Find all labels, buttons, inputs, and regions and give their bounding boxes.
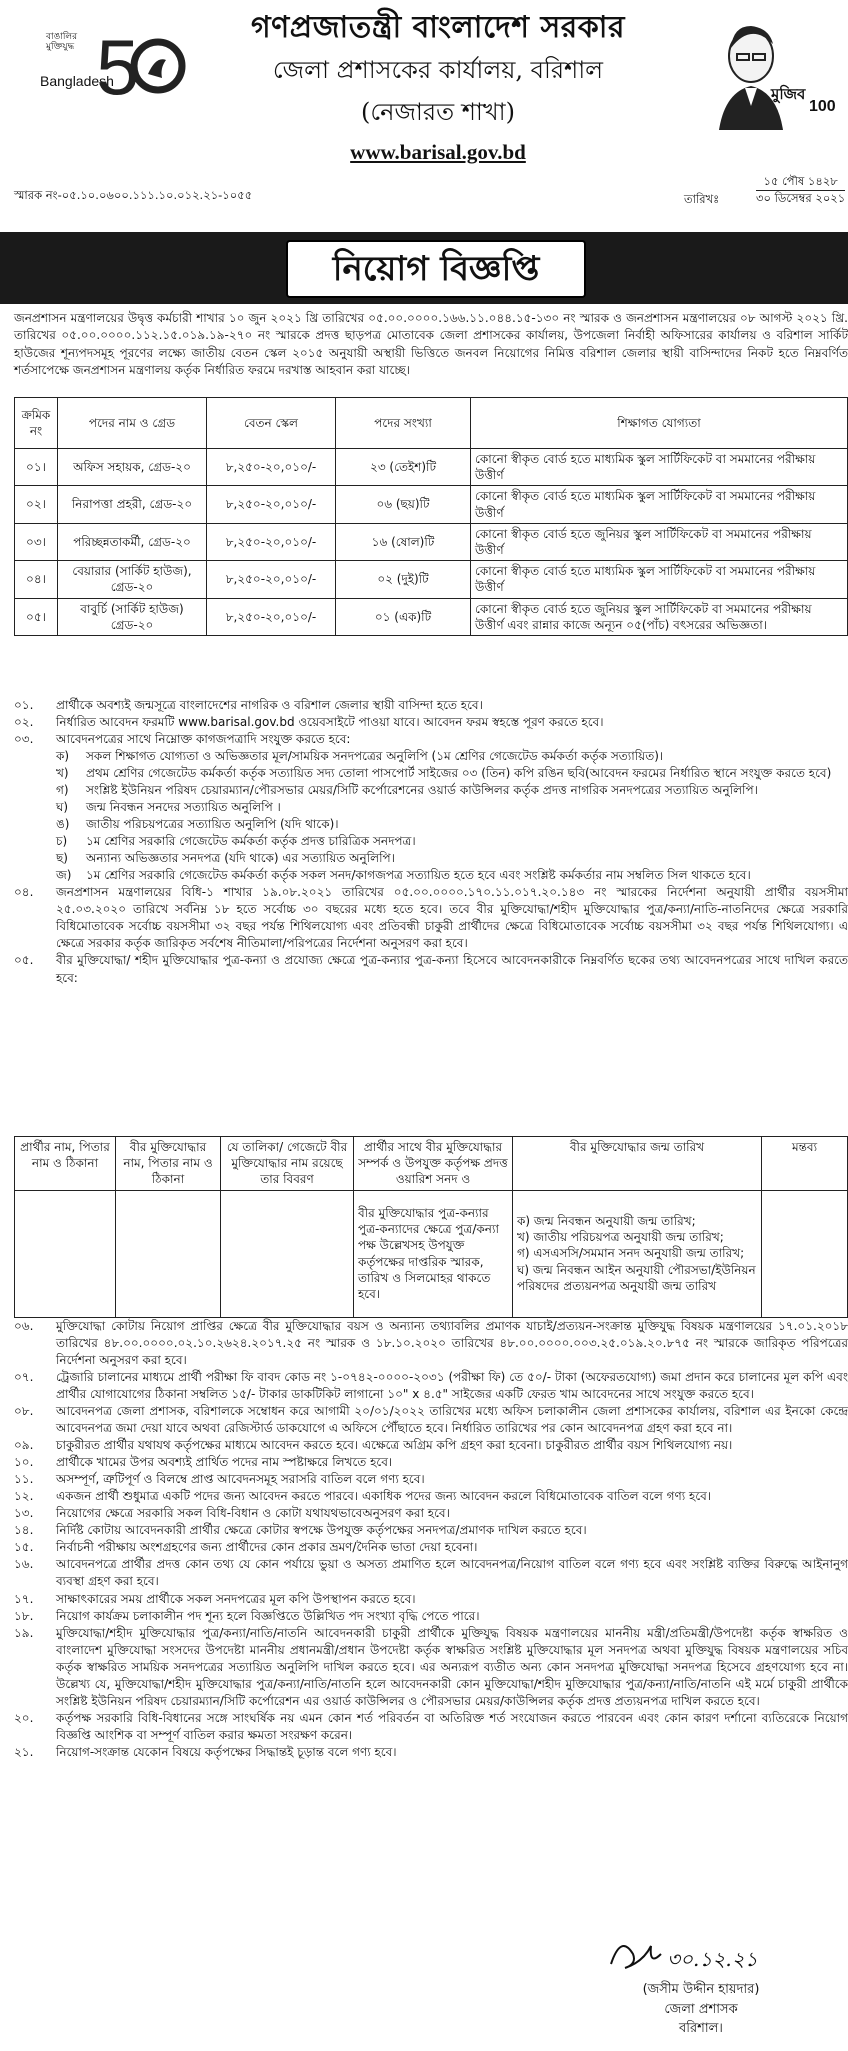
officer-name: (জসীম উদ্দীন হায়দার) [642,1982,760,1997]
attachment-item: খ) প্রথম শ্রেণির গেজেটেড কর্মকর্তা কর্তৃক সত্যায়িত সদ্য তোলা পাসপোর্ট সাইজের ০৩ (তিন) কপি রঙিন ছবি(আবেদন ফরমের নির্ধারিত স্থানে সংযুক্ত করতে হবে) [56,766,832,781]
ff-table-header [15,1137,848,1191]
list-item: ২১. নিয়োগ-সংক্রান্ত যেকোন বিষয়ে কর্তৃপক্ষের সিদ্ধান্তই চূড়ান্ত বলে গণ্য হবে। [14,1744,397,1759]
date-block [756,174,845,206]
table-row: ০৫। বাবুর্চি (সার্কিট হাউজ) গ্রেড-২০ ৮,২৫০-২০,০১০/- ০১ (এক)টি কোনো স্বীকৃত বোর্ড হতে জুনিয়র স্কুল সার্টিফিকেট বা সমমানের পরীক্ষায় উত্তীর্ণ এবং রান্নার কাজে অন্যূন ০৫(পাঁচ) বৎসরের অভিজ্ঞতা। [15,598,848,635]
conditions-list-c [14,1318,848,1761]
list-item: ২০. কর্তৃপক্ষ সরকারি বিধি-বিধানের সঙ্গে সাংঘর্ষিক নয় এমন কোন শর্ত পরিবর্তন বা অতিরিক্ত শর্ত সংযোজন করতে পারবেন এবং কোন কারণ দর্শানো ব্যতিরেকে নিয়োগ বিজ্ঞপ্তি আংশিক বা সম্পূর্ণ বাতিল করার ক্ষমতা সংরক্ষণ করেন। [14,1710,848,1742]
col-ff-dob: বীর মুক্তিযোদ্ধার জন্ম তারিখ [513,1137,762,1191]
mujib-100-label: 100 [809,98,836,115]
attachment-item: ঘ) জন্ম নিবন্ধন সনদের সত্যায়িত অনুলিপি । [56,800,281,815]
logo-bangladesh-text: Bangladesh [40,73,114,89]
mujib-label: মুজিব [771,85,806,103]
date-english: ৩০ ডিসেম্বর ২০২১ [756,190,846,205]
office-name: জেলা প্রশাসকের কার্যালয়, বরিশাল [272,56,604,84]
notice-title: নিয়োগ বিজ্ঞপ্তি [286,240,586,298]
freedom-fighter-table [14,1136,848,1318]
posts-table [14,397,848,636]
attachment-item: চ) ১ম শ্রেণির সরকারি গেজেটেড কর্মকর্তা কর্তৃক প্রদত্ত চারিত্রিক সনদপত্র। [56,834,416,849]
table-row: ০৪। বেয়ারার (সার্কিট হাউজ), গ্রেড-২০ ৮,২৫০-২০,০১০/- ০২ (দুই)টি কোনো স্বীকৃত বোর্ড হতে মাধ্যমিক স্কুল সার্টিফিকেট বা সমমানের পরীক্ষায় উত্তীর্ণ [15,561,848,598]
list-item: ০২. নির্ধারিত আবেদন ফরমটি www.barisal.gov.bd ওয়েবসাইটে পাওয়া যাবে। আবেদন ফরম স্বহস্তে পূরণ করতে হবে। [14,715,604,730]
list-item: ১২. একজন প্রার্থী শুধুমাত্র একটি পদের জন্য আবেদন করতে পারবে। একাধিক পদের জন্য আবেদন করলে বিধিমোতাবেক বাতিল বলে গণ্য হবে। [14,1489,712,1504]
col-qualification: শিক্ষাগত যোগ্যতা [471,398,848,449]
conditions-list-a [14,697,848,987]
attachment-item: ঙ) জাতীয় পরিচয়পত্রের সত্যায়িত অনুলিপি (যদি থাকে)। [56,817,339,832]
website-link[interactable]: www.barisal.gov.bd [350,140,526,164]
logo-caption: বাঙালির মুক্তিযুদ্ধ [46,32,78,53]
date-label: তারিখঃ [684,192,720,206]
list-item: ১৫. নির্বাচনী পরীক্ষায় অংশগ্রহণের জন্য প্রার্থীদের কোন প্রকার ভ্রমণ/দৈনিক ভাতা দেয়া হবেনা। [14,1540,478,1555]
list-item: ১৭. সাক্ষাৎকারের সময় প্রার্থীকে সকল সনদপত্রের মূল কপি উপস্থাপন করতে হবে। [14,1591,416,1606]
memo-number: স্মারক নং-০৫.১০.০৬০০.১১১.১০.০১২.২১-১০৫৫ [14,188,253,202]
attachment-item: জ) ১ম শ্রেণির সরকারি গেজেটেড কর্মকর্তা কর্তৃক সকল সনদ/কাগজপত্র সত্যায়িত হতে হবে এবং সংশ্লিষ্ট কর্মকর্তার নাম সম্বলিত সিল থাকতে হবে। [56,868,751,883]
attachment-item: ছ) অন্যান্য অভিজ্ঞতার সনদপত্র (যদি থাকে) এর সত্যায়িত অনুলিপি। [56,851,395,866]
government-name: গণপ্রজাতন্ত্রী বাংলাদেশ সরকার [251,10,625,45]
table-row [15,1190,848,1317]
list-item: ১৯. মুক্তিযোদ্ধা/শহীদ মুক্তিযোদ্ধার পুত্র/কন্যা/নাতি/নাতনি আবেদনকারী চাকুরী প্রার্থীকে মুক্তিযুদ্ধ বিষয়ক মন্ত্রণালয়ের মাননীয় মন্ত্রী/প্রতিমন্ত্রী/উপদেষ্টা কর্তৃক স্বাক্ষরিত ও বাংলাদেশ মুক্তিযোদ্ধা সংসদের উপদেষ্টা মাননীয় প্রধানমন্ত্রী/প্রধান উপদেষ্টা কর্তৃক স্বাক্ষরিত সংশ্লিষ্ট মুক্তিযোদ্ধার মূল সনদপত্র অথবা মুক্তিযুদ্ধ বিষয়ক মন্ত্রণালয়ের সচিব কর্তৃক স্বাক্ষরিত সাময়িক সনদপত্রের সত্যায়িত অনুলিপি দাখিল করতে হবে। এর অন্যরূপ ব্যতীত অন্য কোন সনদপত্র মুক্তিযোদ্ধা সনদপত্র হিসেবে গ্রহণযোগ্য হবে না। উল্লেখ্য যে, মুক্তিযোদ্ধা/শহীদ মুক্তিযোদ্ধার পুত্র/কন্যা/নাতি/নাতনি হলে আবেদনকারী কোন মুক্তিযোদ্ধা/শহীদ মুক্তিযোদ্ধার পুত্র/কন্যা/নাতি/নাতনি এই মর্মে চাকুরী প্রার্থীকে সংশ্লিষ্ট ইউনিয়ন পরিষদ চেয়ারম্যান/সিটি কর্পোরেশন এর ওয়ার্ড কাউন্সিলর ও পৌরসভার মেয়র/কাউন্সিলর কর্তৃক প্রদত্ত প্রত্যয়নপত্র দাখিল করতে হবে। [14,1625,848,1708]
table-row: ০১। অফিস সহায়ক, গ্রেড-২০ ৮,২৫০-২০,০১০/- ২৩ (তেইশ)টি কোনো স্বীকৃত বোর্ড হতে মাধ্যমিক স্কুল সার্টিফিকেট বা সমমানের পরীক্ষায় উত্তীর্ণ [15,449,848,486]
list-item: ০১. প্রার্থীকে অবশ্যই জন্মসূত্রে বাংলাদেশের নাগরিক ও বরিশাল জেলার স্থায়ী বাসিন্দা হতে হবে। [14,698,483,712]
svg-text:5: 5 [96,23,140,111]
list-item: ১৪. নির্দিষ্ট কোটায় আবেদনকারী প্রার্থীর ক্ষেত্রে কোটার স্বপক্ষে উপযুক্ত কর্তৃপক্ষের সনদপত্র/প্রমাণক দাখিল করতে হবে। [14,1523,587,1538]
list-item: ০৯. চাকুরীরত প্রার্থীর যথাযথ কর্তৃপক্ষের মাধ্যমে আবেদন করতে হবে। এক্ষেত্রে অগ্রিম কপি গ্রহণ করা হবেনা। চাকুরীরত প্রার্থীর বয়স শিথিলযোগ্য নয়। [14,1438,733,1453]
table-row: ০৩। পরিচ্ছন্নতাকর্মী, গ্রেড-২০ ৮,২৫০-২০,০১০/- ১৬ (ষোল)টি কোনো স্বীকৃত বোর্ড হতে জুনিয়র স্কুল সার্টিফিকেট বা সমমানের পরীক্ষায় উত্তীর্ণ [15,523,848,560]
officer-place: বরিশাল। [679,2021,723,2036]
relation-note: বীর মুক্তিযোদ্ধার পুত্র-কন্যার পুত্র-কন্যাদের ক্ষেত্রে পুত্র/কন্যা পক্ষ উল্লেখসহ উপযুক্ত কর্তৃপক্ষের দাপ্তরিক স্মারক, তারিখ ও সিলমোহর থাকতে হবে। [354,1190,513,1317]
list-item: ০৬. মুক্তিযোদ্ধা কোটায় নিয়োগ প্রাপ্তির ক্ষেত্রে বীর মুক্তিযোদ্ধার বয়স ও অন্যান্য তথ্যাবলির প্রমাণক যাচাই/প্রত্যয়ন-সংক্রান্ত মুক্তিযুদ্ধ বিষয়ক মন্ত্রণালয়ের ১৭.০১.২০১৮ তারিখের ৪৮.০০.০০০০.০২.১০.২৬২৪.২০১৭.২৫ নং স্মারক ও ১৮.১০.২০২০ তারিখের ৪৮.০০.০০০০.০০৩.২৫.০১৯.২০.৮৭৫ নং স্মারকে জারিকৃত পরিপত্রের নির্দেশনা অনুসরণ করা হবে। [14,1319,848,1368]
signature-block [596,1930,806,2039]
signature-icon [601,1930,801,1980]
col-applicant: প্রার্থীর নাম, পিতার নাম ও ঠিকানা [15,1137,116,1191]
list-item: ০৮. আবেদনপত্র জেলা প্রশাসক, বরিশালকে সম্বোধন করে আগামী ২০/০১/২০২২ তারিখের মধ্যে অফিস চলাকালীন জেলা প্রশাসকের কার্যালয়, বরিশাল এর ইনকো কেন্দ্রে আবেদনপত্র জমা দেয়া যাবে অথবা রেজিস্টার্ড ডাকযোগে এ অফিসে পৌঁছাতে হবে। নির্ধারিত তারিখের পর কোন আবেদনপত্র গ্রহণ করা হবে না। [14,1404,848,1436]
attachment-item: গ) সংশ্লিষ্ট ইউনিয়ন পরিষদ চেয়ারম্যান/পৌরসভার মেয়র/সিটি কর্পোরেশনের ওয়ার্ড কাউন্সিলর কর্তৃক প্রদত্ত নাগরিক সনদপত্রের সত্যায়িত অনুলিপি। [56,783,758,798]
date-bangla: ১৫ পৌষ ১৪২৮ [756,174,845,191]
list-item: ১১. অসম্পূর্ণ, ত্রুটিপূর্ণ ও বিলম্বে প্রাপ্ত আবেদনসমূহ সরাসরি বাতিল বলে গণ্য হবে। [14,1472,425,1487]
handwritten-signature [596,1930,806,1980]
col-gazette: যে তালিকা/ গেজেটে বীর মুক্তিযোদ্ধার নাম রয়েছে তার বিবরণ [221,1137,354,1191]
list-item: ০৭. ট্রেজারি চালানের মাধ্যমে প্রার্থী পরীক্ষা ফি বাবদ কোড নং ১-০৭৪২-০০০০-২০৩১ (পরীক্ষা ফি) তে ৫০/- টাকা (অফেরতযোগ্য) জমা প্রদান করে চালানের মূল কপি এবং প্রার্থীর যোগাযোগের ঠিকানা সম্বলিত ১৫/- টাকার ডাকটিকিট লাগানো ১০" x ৪.৫" সাইজের একটি ফেরত খাম আবেদনের সাথে সংযুক্ত করতে হবে। [14,1370,848,1402]
col-serial: ক্রমিক নং [15,398,58,449]
list-item: ১৮. নিয়োগ কার্যক্রম চলাকালীন পদ শূন্য হলে বিজ্ঞপ্তিতে উল্লিখিত পদ সংখ্যা বৃদ্ধি পেতে পারে। [14,1608,480,1623]
col-post: পদের নাম ও গ্রেড [58,398,207,449]
list-item: ১০. প্রার্থীকে খামের উপর অবশ্যই প্রার্থিত পদের নাম স্পষ্টাক্ষরে লিখতে হবে। [14,1455,393,1470]
col-relation: প্রার্থীর সাথে বীর মুক্তিযোদ্ধার সম্পর্ক ও উপযুক্ত কর্তৃপক্ষ প্রদত্ত ওয়ারিশ সনদ ও [354,1137,513,1191]
branch-name: (নেজারত শাখা) [361,98,515,126]
mujib-100-portrait [709,18,834,133]
attachment-item: ক) সকল শিক্ষাগত যোগ্যতা ও অভিজ্ঞতার মূল/সাময়িক সনদপত্রের অনুলিপি (১ম শ্রেণির গেজেটেড কর্মকর্তা কর্তৃক সত্যায়িত)। [56,749,664,764]
title-banner [0,232,848,304]
intro-paragraph: জনপ্রশাসন মন্ত্রণালয়ের উদ্বৃত্ত কর্মচারী শাখার ১০ জুন ২০২১ খ্রি তারিখের ০৫.০০.০০০০.১৬৬.১১.০৪৪.১৫-১৩০ নং স্মারক ও জনপ্রশাসন মন্ত্রণালয়ের ০৮ আগস্ট ২০২১ খ্রি. তারিখের ০৫.০০.০০০০.১১২.১৫.০১৯.১৯-২৭০ নং স্মারকে প্রদত্ত ছাড়পত্র মোতাবেক জেলা প্রশাসকের কার্যালয়, উপজেলা নির্বাহী অফিসারের কার্যালয় ও বরিশাল সার্কিট হাউজের শূন্যপদসমূহ পূরণের লক্ষ্যে জাতীয় বেতন স্কেল ২০১৫ অনুযায়ী অস্থায়ী ভিত্তিতে জনবল নিয়োগের নিমিত্ত বরিশাল জেলার স্থায়ী বাসিন্দাদের নিকট হতে নিম্নবর্ণিত শর্তসাপেক্ষে জনপ্রশাসন মন্ত্রণালয় কর্তৃক নির্ধারিত ফরমে দরখাস্ত আহবান করা যাচ্ছে। [14,311,848,378]
svg-text:৩০.১২.২১: ৩০.১২.২১ [667,1947,758,1971]
list-item: ১৬. আবেদনপত্রে প্রার্থীর প্রদত্ত কোন তথ্য যে কোন পর্যায়ে ভুয়া ও অসত্য প্রমাণিত হলে আবেদনপত্র/নিয়োগ বাতিল বলে গণ্য হবে এবং সংশ্লিষ্ট ব্যক্তির বিরুদ্ধে আইনানুগ ব্যবস্থা গ্রহণ করা হবে। [14,1557,848,1589]
list-item: ০৩. আবেদনপত্রের সাথে নিম্নোক্ত কাগজপত্রাদি সংযুক্ত করতে হবে: [14,732,351,747]
officer-designation: জেলা প্রশাসক [664,2001,738,2017]
col-ff-name: বীর মুক্তিযোদ্ধার নাম, পিতার নাম ও ঠিকানা [116,1137,221,1191]
list-item: ০৫. বীর মুক্তিযোদ্ধা/ শহীদ মুক্তিযোদ্ধার পুত্র-কন্যা ও প্রযোজ্য ক্ষেত্রে পুত্র-কন্যার পুত্র-কন্যা হিসেবে আবেদনকারীকে নিম্নবর্ণিত ছকের তথ্য আবেদনপত্রের সাথে দাখিল করতে হবে: [14,953,848,985]
col-count: পদের সংখ্যা [336,398,471,449]
header [14,0,848,175]
list-item: ১৩. নিয়োগের ক্ষেত্রে সরকারি সকল বিধি-বিধান ও কোটা যথাযথভাবেঅনুসরণ করা হবে। [14,1506,450,1521]
table-row: ০২। নিরাপত্তা প্রহরী, গ্রেড-২০ ৮,২৫০-২০,০১০/- ০৬ (ছয়)টি কোনো স্বীকৃত বোর্ড হতে মাধ্যমিক স্কুল সার্টিফিকেট বা সমমানের পরীক্ষায় উত্তীর্ণ [15,486,848,523]
list-item: ০৪. জনপ্রশাসন মন্ত্রণালয়ের বিধি-১ শাখার ১৯.০৮.২০২১ তারিখের ০৫.০০.০০০০.১৭০.১১.০১৭.২০.১৪৩ নং স্মারকের নির্দেশনা অনুযায়ী প্রার্থীর বয়সসীমা ২৫.০৩.২০২০ তারিখে সর্বনিম্ন ১৮ হতে সর্বোচ্চ ৩০ বছরের মধ্যে হতে হবে। তবে বীর মুক্তিযোদ্ধা/শহীদ মুক্তিযোদ্ধার পুত্র/কন্যা/নাতি-নাতনিদের ক্ষেত্রে সরকারি বিধিমোতাবেক সর্বোচ্চ বয়সসীমা ৩২ বছর পর্যন্ত শিথিলযোগ্য এবং প্রতিবন্ধী চাকুরী প্রার্থীদের ক্ষেত্রে বিধিমোতাবেক সর্বোচ্চ বয়সসীমা ৩২ বছর পর্যন্ত শিথিলযোগ্য। এ ক্ষেত্রে সরকার কর্তৃক জারিকৃত সর্বশেষ নীতিমালা/পরিপত্রের নির্দেশনা অনুসরণ করা হবে। [14,885,848,951]
col-scale: বেতন স্কেল [207,398,336,449]
col-remarks: মন্তব্য [762,1137,848,1191]
posts-table-header [15,398,848,449]
dob-list: ক) জন্ম নিবন্ধন অনুযায়ী জন্ম তারিখ; খ) জাতীয় পরিচয়পত্র অনুযায়ী জন্ম তারিখ; গ) এসএসসি/সমমান সনদ অনুযায়ী জন্ম তারিখ; ঘ) জন্ম নিবন্ধন আইন অনুযায়ী পৌরসভা/ইউনিয়ন পরিষদের প্রত্যয়নপত্র অনুযায়ী জন্ম তারিখ [513,1190,762,1317]
